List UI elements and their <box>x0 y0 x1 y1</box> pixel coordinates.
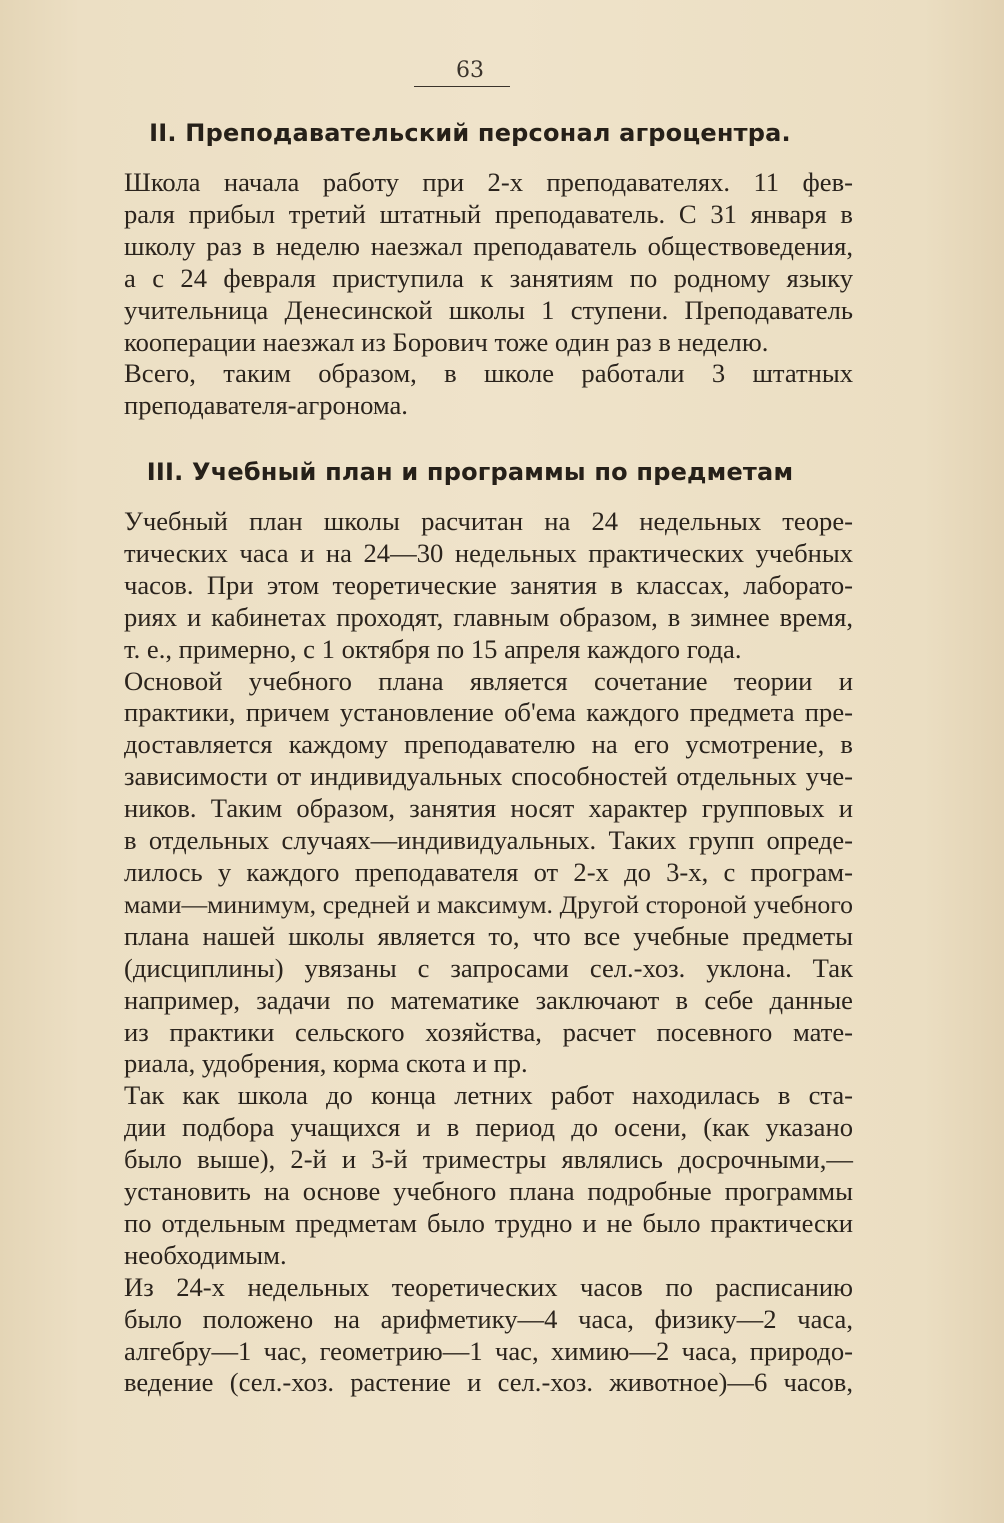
text-line: Учебный план школы расчитан на 24 недельных теоре- <box>124 506 853 536</box>
text-line: учительница Денесинской школы 1 ступени. Преподаватель <box>124 294 853 325</box>
text-line: доставляется каждому преподавателю на его усмотрение, в <box>124 729 853 760</box>
text-line: ведение (сел.-хоз. растение и сел.-хоз. животное)—6 часов, <box>124 1367 853 1398</box>
paragraph <box>75 666 853 1081</box>
text-line: кооперации наезжал из Борович тоже один раз в неделю. <box>124 326 769 357</box>
paragraph <box>75 167 853 358</box>
text-line: Основой учебного плана является сочетание теории и <box>124 665 853 696</box>
text-line: риях и кабинетах проходят, главным образом, в зимнее время, <box>124 601 853 632</box>
text-line: Из 24-х недельных теоретических часов по расписанию <box>124 1271 853 1302</box>
text-line: риала, удобрения, корма скота и пр. <box>124 1048 528 1079</box>
text-line: плана нашей школы является то, что все учебные предметы <box>124 920 853 951</box>
text-line: (дисциплины) увязаны с запросами сел.-хоз. уклона. Так <box>124 952 853 983</box>
section-body-curriculum <box>75 506 853 1399</box>
text-line: Так как школа до конца летних работ находилась в ста- <box>124 1080 853 1111</box>
section-body-staff <box>75 167 853 422</box>
text-line: было выше), 2-й и 3-й триместры являлись досрочными,— <box>124 1144 853 1175</box>
text-line: ников. Таким образом, занятия носят характер групповых и <box>124 793 853 824</box>
text-line: т. е., примерно, с 1 октября по 15 апреля каждого года. <box>124 633 742 664</box>
text-line: алгебру—1 час, геометрию—1 час, химию—2 часа, природо- <box>124 1335 853 1366</box>
page-number-rule <box>414 86 510 87</box>
text-line: зависимости от индивидуальных способностей отдельных уче- <box>124 761 853 792</box>
text-line: установить на основе учебного плана подробные программы <box>124 1176 853 1207</box>
text-line: школу раз в неделю наезжал преподаватель обществоведения, <box>124 230 853 261</box>
text-line: мами—минимум, средней и максимум. Другой стороной учебного <box>124 889 853 919</box>
text-line: а с 24 февраля приступила к занятиям по родному языку <box>124 262 853 293</box>
text-line: было положено на арифметику—4 часа, физику—2 часа, <box>124 1303 853 1334</box>
text-line: дии подбора учащихся и в период до осени, (как указано <box>124 1112 853 1143</box>
text-line: раля прибыл третий штатный преподаватель. С 31 января в <box>124 198 853 229</box>
text-line: например, задачи по математике заключают в себе данные <box>124 984 853 1015</box>
text-line: лилось у каждого преподавателя от 2-х до 3-х, с програм- <box>124 856 853 887</box>
paragraph <box>75 358 853 422</box>
text-line: необходимым. <box>124 1239 287 1270</box>
text-line: Школа начала работу при 2-х преподавателях. 11 фев- <box>124 167 853 197</box>
paragraph <box>75 1080 853 1271</box>
text-line: Всего, таким образом, в школе работали 3 штатных <box>124 358 853 389</box>
text-line: из практики сельского хозяйства, расчет посевного мате- <box>124 1016 853 1047</box>
text-line: часов. При этом теоретические занятия в классах, лаборато- <box>124 569 853 600</box>
paragraph <box>75 506 853 666</box>
section-heading-curriculum: III. Учебный план и программы по предметам <box>146 458 794 486</box>
text-line: по отдельным предметам было трудно и не было практически <box>124 1207 853 1238</box>
text-line: в отдельных случаях—индивидуальных. Таких групп опреде- <box>124 825 853 856</box>
text-line: практики, причем установление об'ема каждого предмета пре- <box>124 697 853 728</box>
text-line: тических часа и на 24—30 недельных практических учебных <box>124 537 853 568</box>
page-number: 63 <box>456 58 484 83</box>
text-line: преподавателя-агронома. <box>124 390 408 421</box>
section-heading-staff: II. Преподавательский персонал агроцентра. <box>149 119 791 147</box>
paragraph <box>75 1272 853 1400</box>
